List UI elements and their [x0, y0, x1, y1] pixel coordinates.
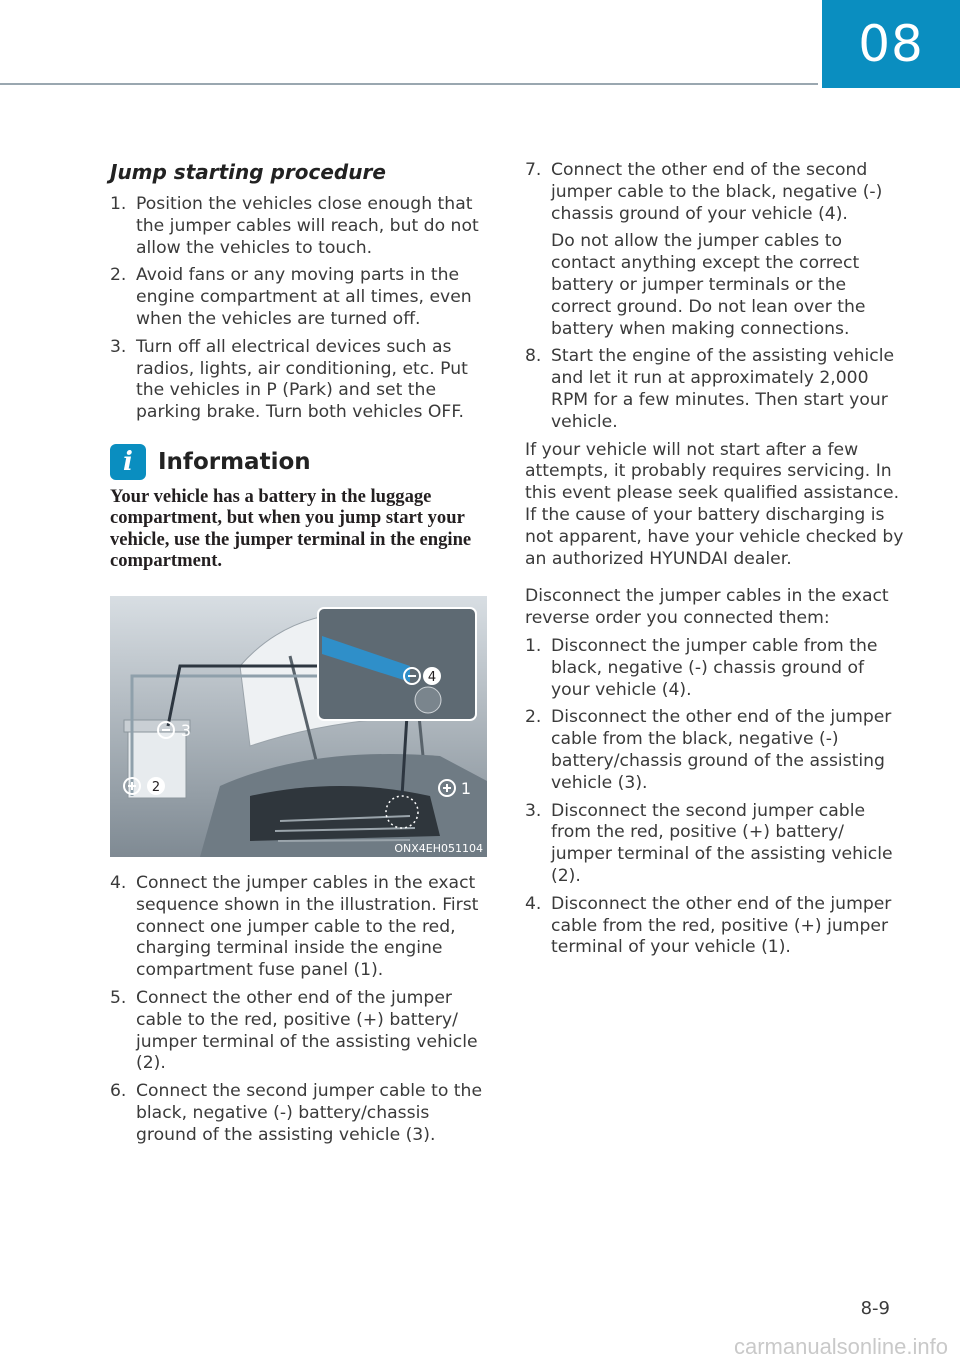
- list-item: [110, 265, 490, 330]
- right-column: [525, 160, 905, 965]
- step-number: 3.: [525, 800, 542, 821]
- step-text: Start the engine of the assisting vehicle and let it run at approximately 2,000 RPM for a few minutes. Then start your vehicle.: [551, 346, 895, 432]
- section-title: Jump starting procedure: [110, 160, 386, 184]
- step-text: Connect the jumper cables in the exact sequence shown in the illustration. First connect one jumper cable to the red, charging terminal inside the engine compartment fuse panel (1).: [136, 872, 479, 981]
- information-body: Your vehicle has a battery in the luggage compartment, but when you jump start your vehicle, use the jumper terminal in the engine compartment.: [110, 485, 472, 572]
- step-text: Disconnect the second jumper cable from the red, positive (+) battery/ jumper terminal of the assisting vehicle (2).: [551, 800, 893, 886]
- step-number: 8.: [525, 346, 542, 367]
- step-number: 5.: [110, 987, 127, 1008]
- jump-start-illustration: [110, 596, 487, 857]
- ground-bolt: [415, 687, 441, 713]
- step-text: Turn off all electrical devices such as radios, lights, air conditioning, etc. Put the vehicles in P (Park) and set the parking brake. Turn both vehicles OFF.: [136, 336, 468, 423]
- step-text: Connect the second jumper cable to the black, negative (-) battery/chassis ground of the assisting vehicle (3).: [136, 1081, 483, 1145]
- list-item: [525, 346, 905, 433]
- step-number: 2.: [110, 265, 127, 286]
- step-number: 3.: [110, 336, 127, 357]
- list-item: [110, 1081, 490, 1146]
- step-number: 7.: [525, 160, 542, 180]
- list-item: [110, 988, 490, 1075]
- engine-bay: [250, 786, 440, 841]
- left-column: [110, 160, 490, 1153]
- list-item: [110, 194, 490, 259]
- steps-list-top: [110, 194, 490, 424]
- step-note: Do not allow the jumper cables to contact anything except the correct battery or jumper terminals or the correct ground. Do not lean over the battery when making connections.: [551, 231, 866, 339]
- step-text: Disconnect the other end of the jumper cable from the black, negative (-) battery/chassis ground of the assisting vehicle (3).: [551, 707, 892, 793]
- step-number: 1.: [525, 635, 542, 656]
- step-number: 6.: [110, 1081, 127, 1102]
- callout-label: 3: [180, 720, 192, 740]
- step-text: Disconnect the jumper cable from the black, negative (-) chassis ground of your vehicle (4).: [551, 635, 878, 700]
- list-item: [525, 894, 905, 959]
- callout-label: 1: [460, 778, 472, 798]
- figure-code: ONX4EH051104: [394, 841, 483, 855]
- step-text: Connect the other end of the second jumper cable to the black, negative (-) chassis ground of your vehicle (4).: [551, 160, 883, 224]
- callout-label: 2: [151, 779, 161, 795]
- chapter-tab: 08: [822, 0, 960, 88]
- disconnect-intro: Disconnect the jumper cables in the exact reverse order you connected them:: [525, 586, 889, 629]
- list-item: [110, 873, 490, 982]
- list-item: [525, 160, 905, 340]
- step-text: Avoid fans or any moving parts in the engine compartment at all times, even when the vehicles are turned off.: [136, 265, 472, 329]
- disconnect-steps-list: [525, 636, 905, 959]
- step-text: Disconnect the other end of the jumper cable from the red, positive (+) jumper terminal of your vehicle (1).: [551, 893, 892, 958]
- list-item: [525, 707, 905, 794]
- page-number: 8-9: [860, 1298, 890, 1319]
- step-number: 1.: [110, 194, 127, 214]
- callout-label: 4: [427, 669, 437, 685]
- list-item: [110, 337, 490, 424]
- steps-list-bottom: [110, 873, 490, 1147]
- illustration-svg: [110, 596, 487, 857]
- step-number: 4.: [110, 872, 127, 893]
- service-paragraph: If your vehicle will not start after a few attempts, it probably requires servicing. In this event please seek qualified assistance. If the cause of your battery discharging is not apparent, have your vehicle checked by an authorized HYUNDAI dealer.: [525, 439, 904, 569]
- step-text: Connect the other end of the jumper cable to the red, positive (+) battery/ jumper terminal of the assisting vehicle (2).: [136, 987, 478, 1074]
- info-icon: i: [110, 444, 146, 480]
- information-box: [110, 444, 490, 572]
- list-item: [525, 801, 905, 888]
- header-rule: [0, 83, 818, 85]
- watermark: carmanualsonline.info: [733, 1334, 948, 1359]
- step-text: Position the vehicles close enough that the jumper cables will reach, but do not allow the vehicles to touch.: [136, 194, 479, 258]
- list-item: [525, 636, 905, 701]
- step-number: 2.: [525, 707, 542, 728]
- information-header: [110, 444, 490, 480]
- step-number: 4.: [525, 893, 542, 914]
- information-title: Information: [158, 448, 311, 475]
